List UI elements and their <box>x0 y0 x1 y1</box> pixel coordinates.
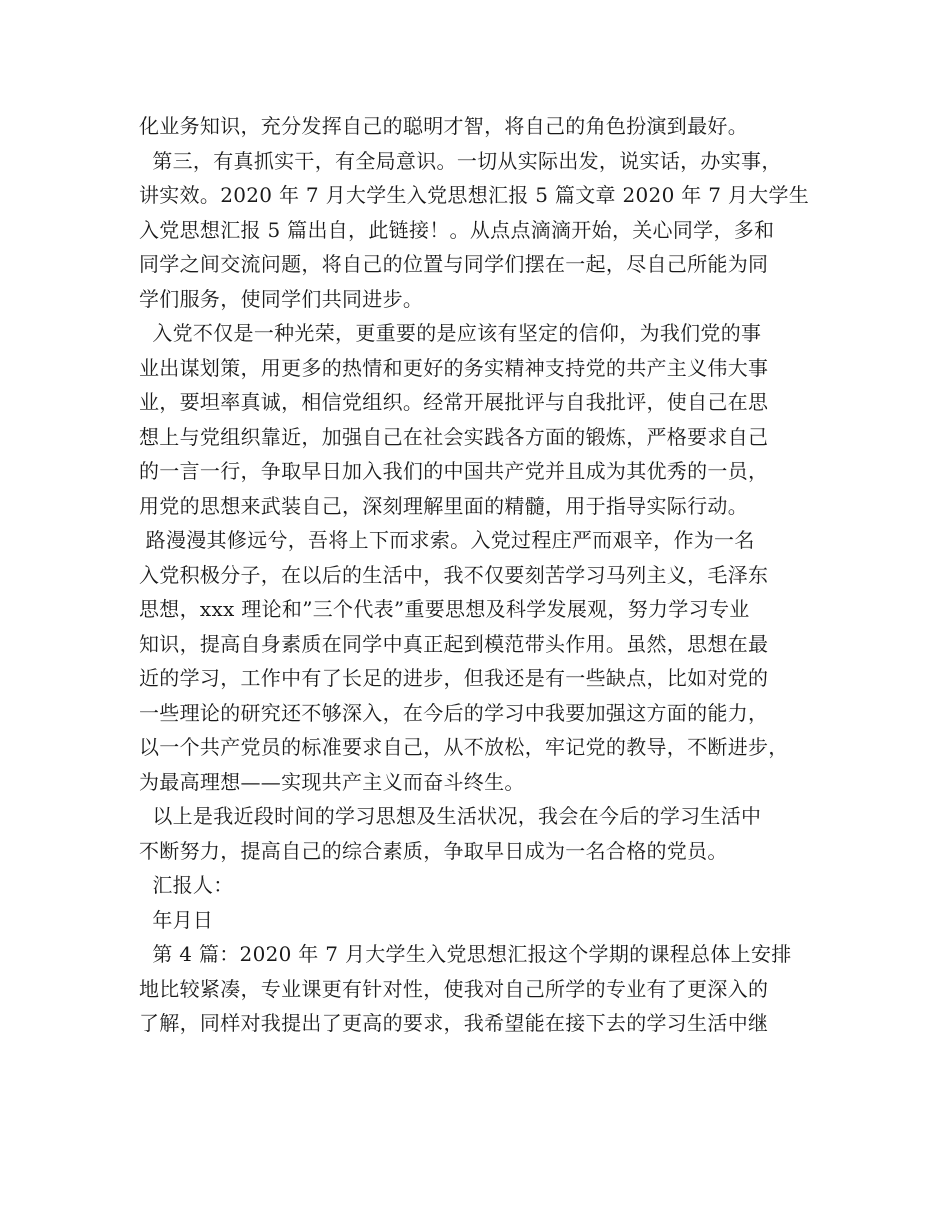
text-line: 不断努力，提高自己的综合素质，争取早日成为一名合格的党员。 <box>139 838 728 863</box>
text-line: 第三，有真抓实干，有全局意识。一切从实际出发，说实话，办实事， <box>139 148 782 173</box>
text-line: 地比较紧凑，专业课更有针对性，使我对自己所学的专业有了更深入的 <box>139 976 769 1001</box>
text-line: 近的学习，工作中有了长足的进步，但我还是有一些缺点，比如对党的 <box>139 666 769 690</box>
text-line: 第 4 篇：2020 年 7 月大学生入党思想汇报这个学期的课程总体上安排 <box>139 942 792 966</box>
text-line: 讲实效。2020 年 7 月大学生入党思想汇报 5 篇文章 2020 年 7 月大学生 <box>139 183 810 207</box>
text-line: 入党积极分子，在以后的生活中，我不仅要刻苦学习马列主义，毛泽东 <box>139 562 769 587</box>
text-line: 路漫漫其修远兮，吾将上下而求索。入党过程庄严而艰辛，作为一名 <box>139 528 755 552</box>
text-line: 知识，提高自身素质在同学中真正起到模范带头作用。虽然，思想在最 <box>139 631 769 656</box>
text-line: 同学之间交流问题，将自己的位置与同学们摆在一起，尽自己所能为同 <box>139 252 769 276</box>
text-line: 汇报人： <box>139 873 234 897</box>
text-line: 年月日 <box>139 907 214 932</box>
text-line: 业，要坦率真诚，相信党组织。经常开展批评与自我批评，使自己在思 <box>139 390 769 414</box>
text-line: 入党不仅是一种光荣，更重要的是应该有坚定的信仰，为我们党的事 <box>139 321 762 345</box>
text-line: 业出谋划策，用更多的热情和更好的务实精神支持党的共产主义伟大事 <box>139 355 769 380</box>
text-line: 为最高理想——实现共产主义而奋斗终生。 <box>139 769 525 794</box>
document-body <box>139 109 829 1041</box>
text-line: 了解，同样对我提出了更高的要求，我希望能在接下去的学习生活中继 <box>139 1011 769 1035</box>
text-line: 用党的思想来武装自己，深刻理解里面的精髓，用于指导实际行动。 <box>139 493 748 518</box>
text-line: 以上是我近段时间的学习思想及生活状况，我会在今后的学习生活中 <box>139 804 762 828</box>
text-line: 化业务知识，充分发挥自己的聪明才智，将自己的角色扮演到最好。 <box>139 114 748 138</box>
text-line: 入党思想汇报 5 篇出自，此链接！。从点点滴滴开始，关心同学，多和 <box>139 217 775 242</box>
text-line: 的一言一行，争取早日加入我们的中国共产党并且成为其优秀的一员， <box>139 459 769 483</box>
text-line: 思想，xxx 理论和”三个代表”重要思想及科学发展观，努力学习专业 <box>139 597 750 621</box>
text-line: 想上与党组织靠近，加强自己在社会实践各方面的锻炼，严格要求自己 <box>139 424 769 449</box>
text-line: 学们服务，使同学们共同进步。 <box>139 286 424 311</box>
text-line: 以一个共产党员的标准要求自己，从不放松，牢记党的教导，不断进步， <box>139 735 789 759</box>
text-line: 一些理论的研究还不够深入，在今后的学习中我要加强这方面的能力， <box>139 700 769 725</box>
